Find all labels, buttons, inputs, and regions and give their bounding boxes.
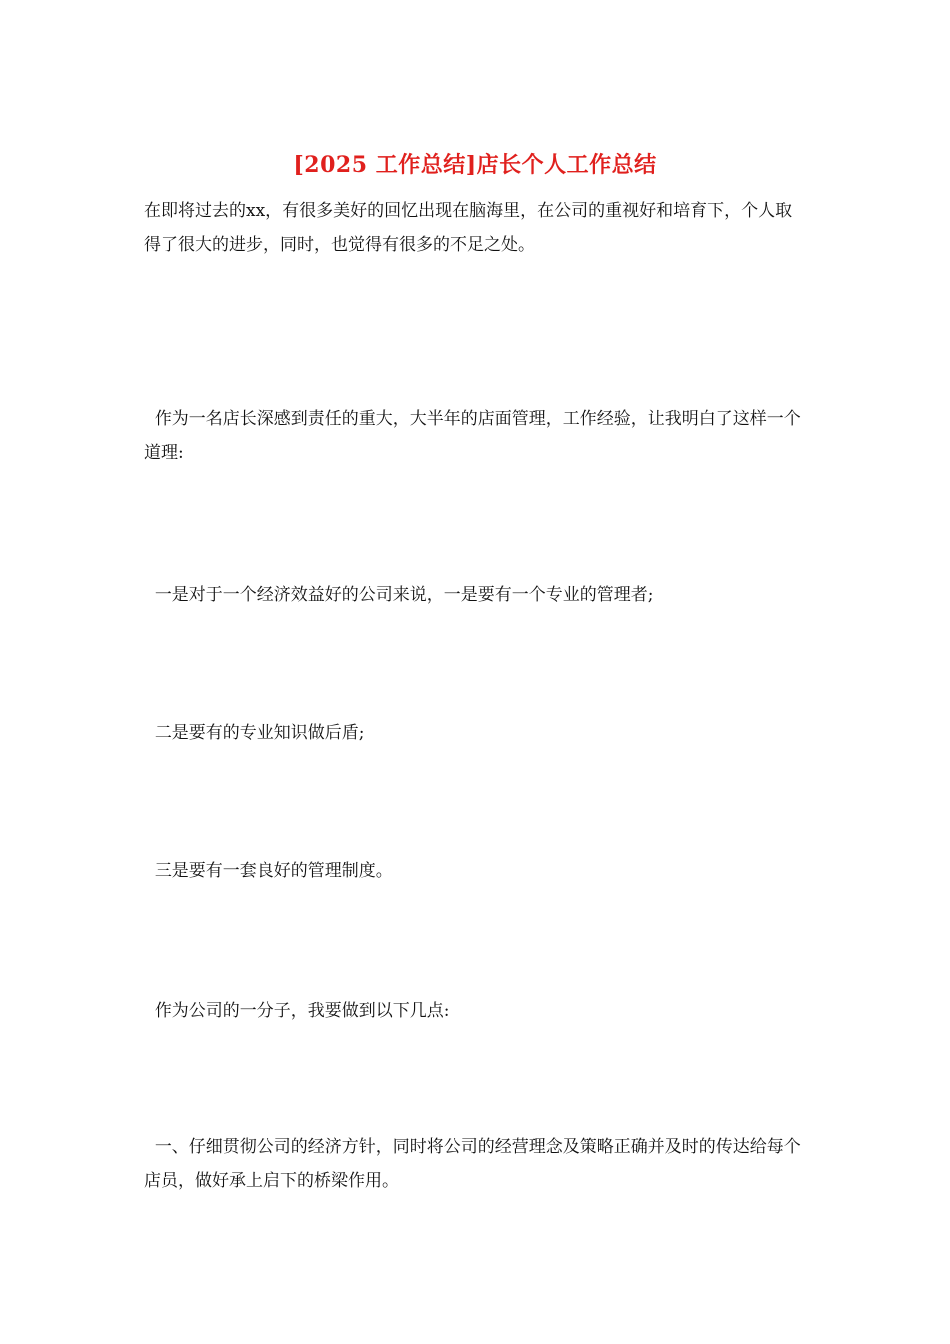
paragraph-commitment-one: 一、仔细贯彻公司的经济方针，同时将公司的经营理念及策略正确并及时的传达给每个店员，做好承上启下的桥梁作用。 [144, 1137, 801, 1191]
document-title: [2025 工作总结]店长个人工作总结 [293, 152, 657, 178]
paragraph-point-three: 三是要有一套良好的管理制度。 [144, 861, 393, 881]
paragraph-point-two: 二是要有的专业知识做后盾; [144, 723, 365, 743]
paragraph-responsibility: 作为一名店长深感到责任的重大，大半年的店面管理，工作经验，让我明白了这样一个道理: [144, 409, 801, 463]
paragraph-commitments: 作为公司的一分子，我要做到以下几点: [144, 1001, 450, 1021]
paragraph-point-one: 一是对于一个经济效益好的公司来说，一是要有一个专业的管理者; [144, 585, 654, 605]
paragraph-intro: 在即将过去的xx，有很多美好的回忆出现在脑海里，在公司的重视好和培育下，个人取得了很大的进步，同时，也觉得有很多的不足之处。 [144, 201, 793, 255]
